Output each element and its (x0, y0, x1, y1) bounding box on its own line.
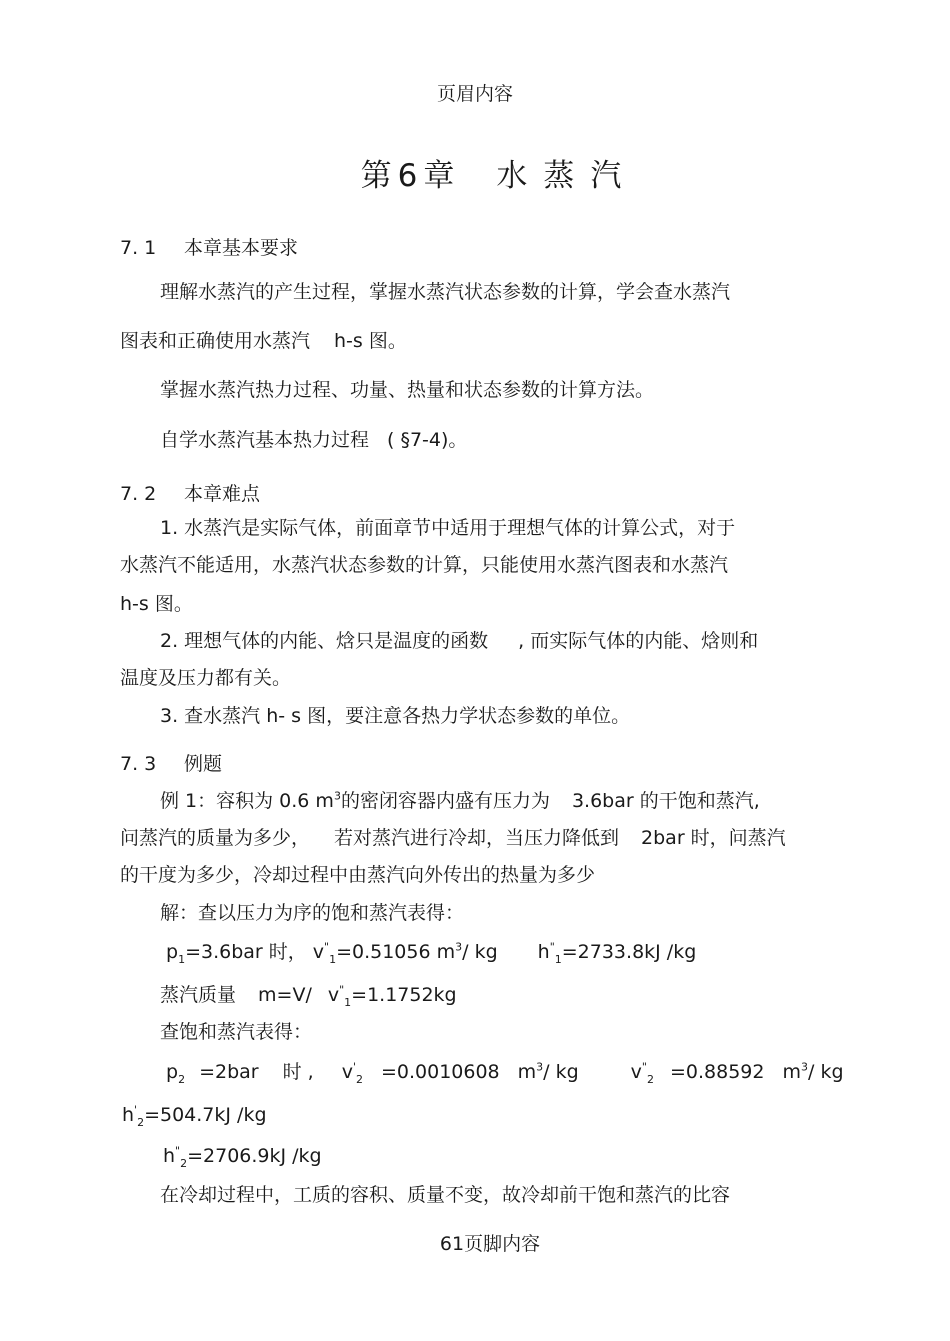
paragraph-line (160, 789, 760, 813)
text-run: 蒸汽质量 (160, 984, 237, 1006)
paragraph-line (120, 826, 786, 850)
symbol: h (122, 1104, 135, 1126)
equation-line (166, 940, 696, 964)
paragraph-line: h-s 图。 (120, 593, 193, 615)
unit: m (782, 1061, 801, 1083)
superscript: 3 (801, 1060, 808, 1074)
paragraph-line: 解：查以压力为序的饱和蒸汽表得： (160, 902, 465, 924)
title-w2: 蒸 (543, 158, 575, 194)
symbol: p (166, 1061, 179, 1083)
section-heading-7-3 (120, 752, 222, 776)
value: =2733.8kJ /kg (561, 941, 697, 963)
title-suffix: 章 (423, 158, 455, 194)
equation-line (163, 1144, 322, 1168)
title-num: 6 (397, 158, 418, 194)
paragraph-line: 掌握水蒸汽热力过程、功量、热量和状态参数的计算方法。 (160, 379, 655, 401)
paragraph-line: 查饱和蒸汽表得： (160, 1021, 313, 1043)
paragraph-line: 在冷却过程中，工质的容积、质量不变，故冷却前干饱和蒸汽的比容 (160, 1184, 731, 1206)
value: m=V/ (258, 984, 312, 1006)
unit: m (517, 1061, 537, 1083)
unit: / kg (808, 1061, 844, 1083)
text-run: , 而实际气体的内能、焓则和 (518, 630, 759, 652)
subscript: 1 (344, 995, 352, 1009)
chapter-title (0, 156, 950, 196)
subscript: 2 (355, 1072, 363, 1086)
value: =1.1752kg (351, 984, 457, 1006)
value: =504.7kJ /kg (144, 1104, 267, 1126)
superscript: " (339, 983, 345, 997)
page-footer: 61页脚内容 (439, 1233, 541, 1255)
text-run: 自学水蒸汽基本热力过程 (160, 429, 370, 451)
subscript: 1 (178, 952, 186, 966)
section-title: 本章难点 (184, 483, 261, 505)
text-run: 时 , (282, 1061, 314, 1083)
section-number: 7. 2 (120, 483, 157, 505)
text-run: 若对蒸汽进行冷却，当压力降低到 (334, 827, 620, 849)
symbol: p (166, 941, 179, 963)
superscript: " (324, 940, 330, 954)
equation-line (166, 1060, 844, 1084)
text-run: 3.6bar 的干饱和蒸汽, (571, 790, 760, 812)
symbol: v (312, 941, 325, 963)
section-heading-7-2 (120, 482, 260, 506)
symbol: v (327, 984, 340, 1006)
title-w3: 汽 (590, 158, 622, 194)
text-run: ( §7-4)。 (387, 429, 468, 451)
superscript: 3 (536, 1060, 544, 1074)
section-number: 7. 1 (120, 237, 157, 259)
section-title: 本章基本要求 (184, 237, 299, 259)
value: =3.6bar 时， (185, 941, 307, 963)
symbol: h (163, 1145, 176, 1167)
subscript: 2 (646, 1072, 654, 1086)
paragraph-line (120, 329, 407, 353)
paragraph-line (160, 428, 467, 452)
paragraph-line: 的干度为多少，冷却过程中由蒸汽向外传出的热量为多少 (120, 864, 596, 886)
paragraph-line: 温度及压力都有关。 (120, 667, 292, 689)
superscript: 3 (455, 940, 463, 954)
superscript: " (641, 1060, 647, 1074)
equation-line (122, 1103, 267, 1127)
page-header: 页眉内容 (436, 83, 513, 105)
text-run: 图表和正确使用水蒸汽 (120, 330, 311, 352)
text-run: 2bar 时，问蒸汽 (641, 827, 786, 849)
superscript: ' (134, 1103, 138, 1117)
symbol: v (341, 1061, 353, 1083)
symbol: v (630, 1061, 642, 1083)
text-run: 的密闭容器内盛有压力为 (340, 790, 550, 812)
superscript: " (175, 1144, 181, 1158)
value: =0.88592 (669, 1061, 765, 1083)
paragraph-line: 1. 水蒸汽是实际气体，前面章节中适用于理想气体的计算公式，对于 (160, 517, 736, 539)
subscript: 2 (137, 1115, 145, 1129)
subscript: 2 (180, 1156, 188, 1170)
paragraph-line: 理解水蒸汽的产生过程，掌握水蒸汽状态参数的计算，学会查水蒸汽 (160, 281, 731, 303)
title-chapter: 第 (360, 158, 392, 194)
superscript: 3 (333, 789, 341, 803)
equation-line (160, 983, 457, 1007)
value: =2bar (199, 1061, 259, 1083)
title-w1: 水 (496, 158, 528, 194)
text-run: 例 1：容积为 0.6 m (160, 790, 334, 812)
symbol: h (537, 941, 550, 963)
unit: / kg (462, 941, 498, 963)
section-title: 例题 (184, 753, 223, 775)
value: =0.51056 m (336, 941, 456, 963)
section-heading-7-1 (120, 236, 298, 260)
section-number: 7. 3 (120, 753, 157, 775)
value: =2706.9kJ /kg (187, 1145, 322, 1167)
value: =0.0010608 (380, 1061, 500, 1083)
text-run: h-s 图。 (334, 330, 407, 352)
paragraph-line: 3. 查水蒸汽 h- s 图，要注意各热力学状态参数的单位。 (160, 705, 631, 727)
paragraph-line (160, 629, 758, 653)
unit: / kg (543, 1061, 579, 1083)
text-run: 2. 理想气体的内能、焓只是温度的函数 (160, 630, 489, 652)
text-run: 问蒸汽的质量为多少， (120, 827, 311, 849)
superscript: ' (352, 1060, 356, 1074)
subscript: 1 (554, 952, 562, 966)
paragraph-line: 水蒸汽不能适用，水蒸汽状态参数的计算，只能使用水蒸汽图表和水蒸汽 (120, 554, 729, 576)
subscript: 2 (178, 1072, 186, 1086)
superscript: " (549, 940, 555, 954)
subscript: 1 (329, 952, 337, 966)
